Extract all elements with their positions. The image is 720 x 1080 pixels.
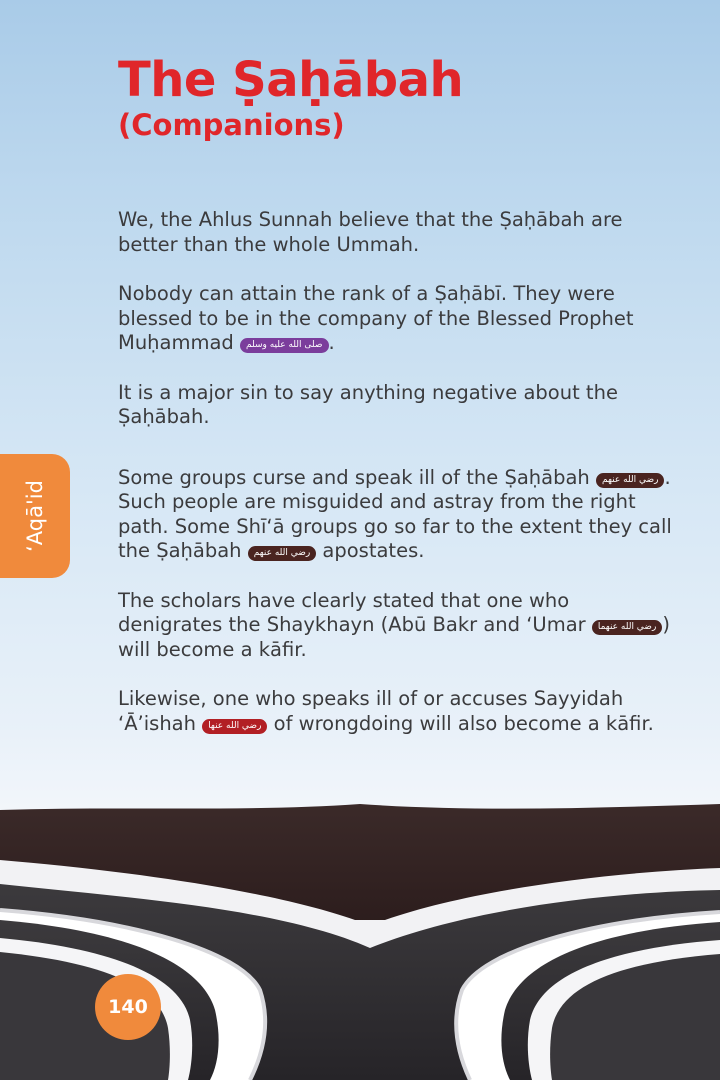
paragraph-2-text-b: . <box>328 331 335 354</box>
paragraph-5-text-b: ) will become a kāfir. <box>118 613 670 661</box>
paragraph-1-text: We, the Ahlus Sunnah believe that the Ṣaḥābah are better than the whole Ummah. <box>118 208 623 256</box>
decorative-roof-illustration <box>0 780 720 1080</box>
page-number-badge <box>95 974 161 1040</box>
paragraph-1 <box>118 208 678 257</box>
page-subtitle: (Companions) <box>118 108 345 142</box>
title-block <box>118 52 463 142</box>
paragraph-4-text-a: Some groups curse and speak ill of the Ṣaḥābah <box>118 465 596 489</box>
paragraph-5 <box>118 589 678 663</box>
paragraph-2-text-a: Nobody can attain the rank of a Ṣaḥābī. They were blessed to be in the company of the Blessed Prophet Muḥammad <box>118 282 634 354</box>
paragraph-5-text-a: The scholars have clearly stated that one who denigrates the Shaykhayn (Abū Bakr and ʻUmar <box>118 588 592 636</box>
salawat-honorific: صلى الله عليه وسلم <box>240 338 329 353</box>
page-title: The Ṣaḥābah <box>118 52 464 108</box>
radiallahu-anha-honorific: رضي الله عنها <box>202 719 267 734</box>
radiallahu-anhum-honorific: رضي الله عنهم <box>596 473 664 488</box>
paragraph-2 <box>118 282 678 356</box>
radiallahu-anhum-honorific-2: رضي الله عنهم <box>248 546 316 561</box>
paragraph-3 <box>118 381 678 430</box>
paragraph-4-text-b: . Such people are misguided and astray from the right path. Some Shīʻā groups go so far to the extent they call the Ṣaḥābah <box>118 465 672 562</box>
radiallahu-anhuma-honorific: رضي الله عنهما <box>592 620 662 635</box>
paragraph-6 <box>118 687 678 736</box>
paragraph-6-text-a: Likewise, one who speaks ill of or accuses Sayyidah ʻĀʼishah <box>118 687 624 735</box>
paragraph-6-text-b: of wrongdoing will also become a kāfir. <box>267 711 654 735</box>
paragraph-4-text-c: apostates. <box>316 539 425 562</box>
paragraph-3-text: It is a major sin to say anything negative about the Ṣaḥābah. <box>118 380 618 428</box>
body-text <box>118 208 678 761</box>
paragraph-4 <box>118 466 678 564</box>
section-side-tab-label: ʻAqā'id <box>23 480 47 552</box>
section-side-tab <box>0 454 70 578</box>
page-number: 140 <box>108 996 148 1018</box>
